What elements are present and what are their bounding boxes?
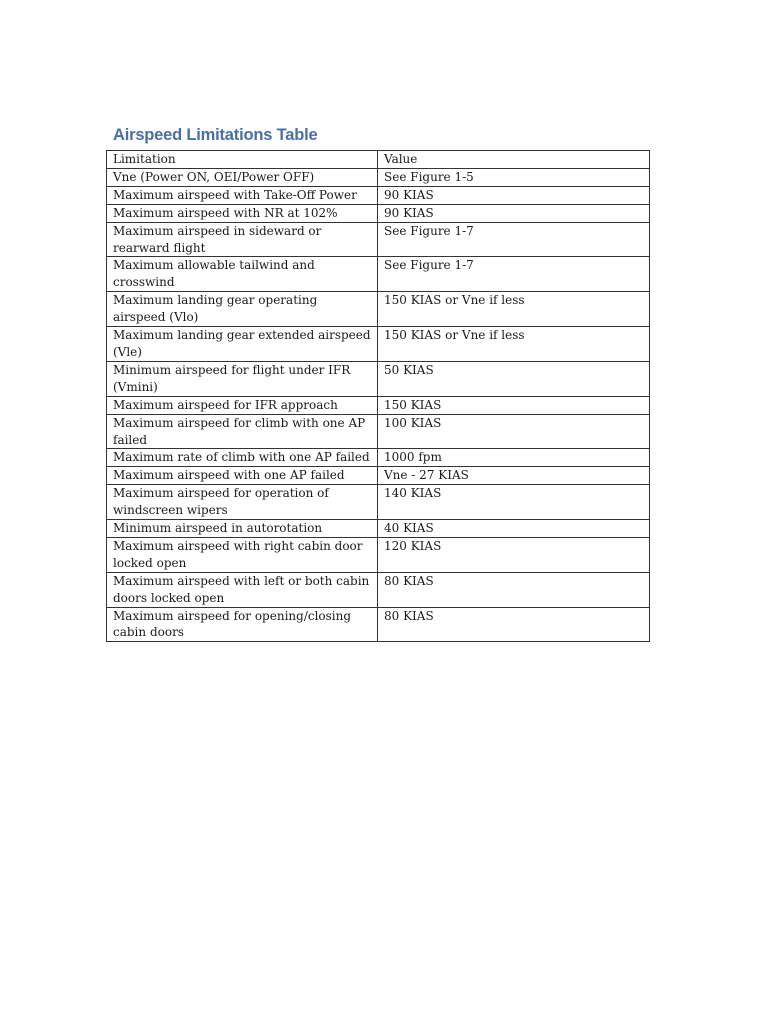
- value-cell: 40 KIAS: [378, 520, 650, 538]
- column-header-limitation: Limitation: [107, 151, 378, 169]
- limitation-cell: Maximum airspeed in sideward or rearward flight: [107, 222, 378, 257]
- value-cell: Vne - 27 KIAS: [378, 467, 650, 485]
- table-row: [107, 572, 650, 607]
- document-title: Airspeed Limitations Table: [113, 126, 318, 144]
- limitation-cell: Maximum airspeed with Take-Off Power: [107, 186, 378, 204]
- limitation-cell: Maximum airspeed for IFR approach: [107, 396, 378, 414]
- value-cell: 90 KIAS: [378, 186, 650, 204]
- table-row: [107, 520, 650, 538]
- limitation-cell: Vne (Power ON, OEI/Power OFF): [107, 168, 378, 186]
- table-row: [107, 361, 650, 396]
- table-row: [107, 537, 650, 572]
- value-cell: 150 KIAS or Vne if less: [378, 327, 650, 362]
- table-row: [107, 292, 650, 327]
- value-cell: 150 KIAS: [378, 396, 650, 414]
- limitation-cell: Minimum airspeed in autorotation: [107, 520, 378, 538]
- limitation-cell: Maximum airspeed with left or both cabin doors locked open: [107, 572, 378, 607]
- table-row: [107, 449, 650, 467]
- value-cell: 80 KIAS: [378, 572, 650, 607]
- value-cell: See Figure 1-7: [378, 257, 650, 292]
- table-row: [107, 257, 650, 292]
- value-cell: 120 KIAS: [378, 537, 650, 572]
- table-row: [107, 168, 650, 186]
- limitation-cell: Maximum landing gear operating airspeed (Vlo): [107, 292, 378, 327]
- table-row: [107, 204, 650, 222]
- table-row: [107, 607, 650, 642]
- value-cell: 90 KIAS: [378, 204, 650, 222]
- value-cell: 50 KIAS: [378, 361, 650, 396]
- value-cell: 80 KIAS: [378, 607, 650, 642]
- limitation-cell: Minimum airspeed for flight under IFR (Vmini): [107, 361, 378, 396]
- limitation-cell: Maximum airspeed with right cabin door locked open: [107, 537, 378, 572]
- value-cell: See Figure 1-5: [378, 168, 650, 186]
- table-row: [107, 186, 650, 204]
- value-cell: 140 KIAS: [378, 485, 650, 520]
- value-cell: 150 KIAS or Vne if less: [378, 292, 650, 327]
- table-row: [107, 485, 650, 520]
- column-header-value: Value: [378, 151, 650, 169]
- limitation-cell: Maximum airspeed for climb with one AP failed: [107, 414, 378, 449]
- table-row: [107, 467, 650, 485]
- table-row: [107, 327, 650, 362]
- table-row: [107, 222, 650, 257]
- table-row: [107, 414, 650, 449]
- limitation-cell: Maximum airspeed with one AP failed: [107, 467, 378, 485]
- value-cell: 100 KIAS: [378, 414, 650, 449]
- table-header-row: [107, 151, 650, 169]
- limitation-cell: Maximum allowable tailwind and crosswind: [107, 257, 378, 292]
- limitation-cell: Maximum landing gear extended airspeed (Vle): [107, 327, 378, 362]
- value-cell: See Figure 1-7: [378, 222, 650, 257]
- airspeed-limitations-table: [106, 150, 650, 642]
- table-row: [107, 396, 650, 414]
- limitation-cell: Maximum airspeed with NR at 102%: [107, 204, 378, 222]
- limitation-cell: Maximum airspeed for opening/closing cabin doors: [107, 607, 378, 642]
- limitation-cell: Maximum airspeed for operation of windscreen wipers: [107, 485, 378, 520]
- limitation-cell: Maximum rate of climb with one AP failed: [107, 449, 378, 467]
- value-cell: 1000 fpm: [378, 449, 650, 467]
